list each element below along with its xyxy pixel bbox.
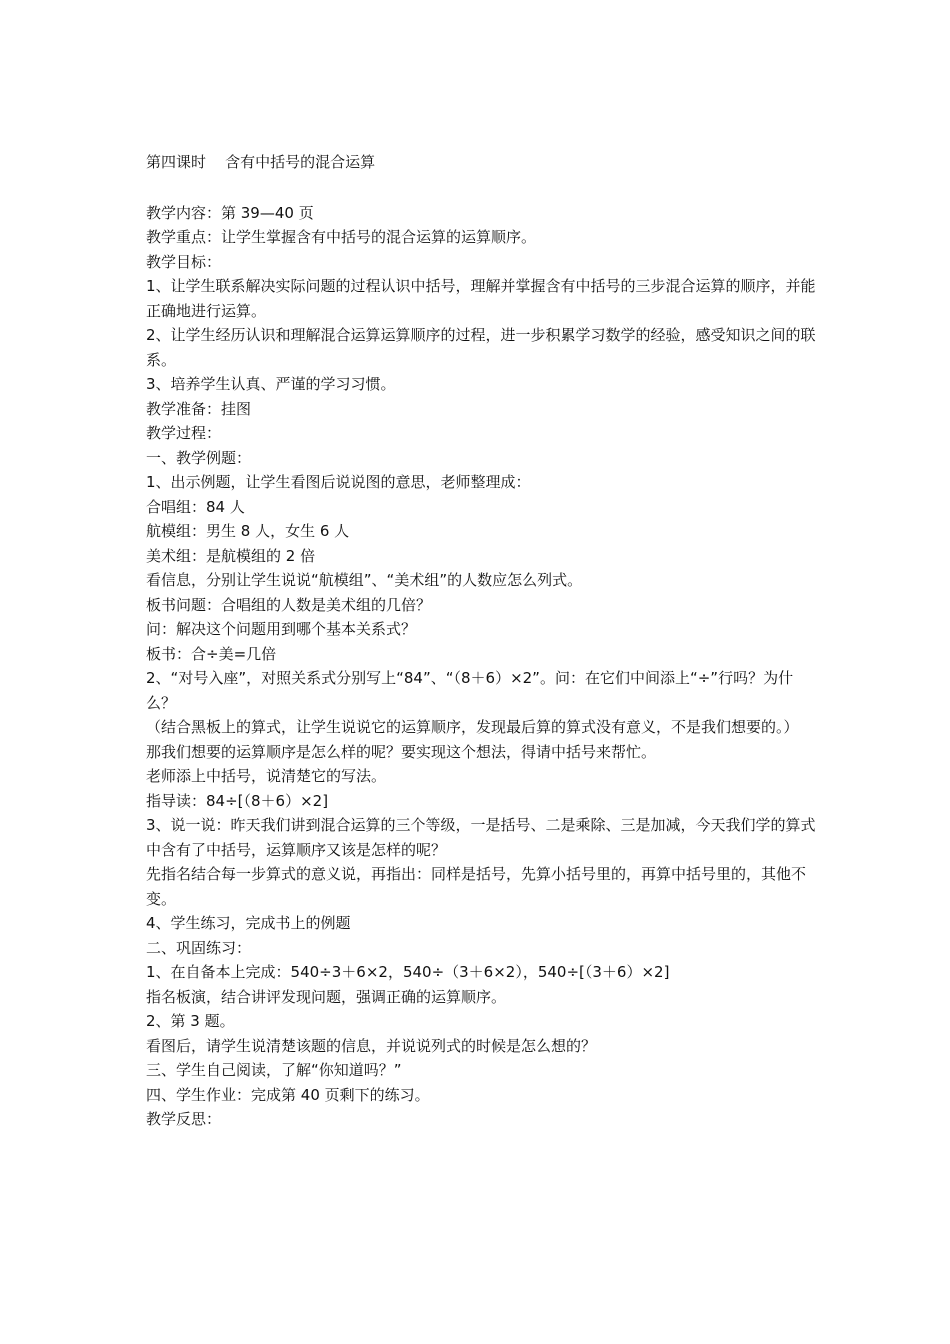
text-line: 一、教学例题： bbox=[146, 448, 252, 467]
text-line: 2、“对号入座”，对照关系式分别写上“84”、“（8＋6）×2”。问：在它们中间添上“÷”行吗？为什么？ bbox=[146, 669, 794, 712]
text-line: （结合黑板上的算式，让学生说说它的运算顺序，发现最后算的算式没有意义，不是我们想要的。） bbox=[146, 718, 799, 736]
text-line: 合唱组：84 人 bbox=[146, 497, 245, 516]
text-line: 1、出示例题，让学生看图后说说图的意思，老师整理成： bbox=[146, 473, 531, 491]
text-line: 4、学生练习，完成书上的例题 bbox=[146, 914, 351, 932]
text-line: 看图后，请学生说清楚该题的信息，并说说列式的时候是怎么想的？ bbox=[146, 1036, 597, 1055]
text-line: 问：解决这个问题用到哪个基本关系式？ bbox=[146, 620, 417, 638]
text-line: 先指名结合每一步算式的意义说，再指出：同样是括号，先算小括号里的，再算中括号里的，其他不变。 bbox=[146, 865, 807, 908]
text-line: 航模组：男生 8 人，女生 6 人 bbox=[146, 522, 350, 540]
text-line: 板书问题：合唱组的人数是美术组的几倍？ bbox=[146, 595, 432, 614]
document-lines bbox=[146, 201, 816, 1132]
text-line: 3、培养学生认真、严谨的学习习惯。 bbox=[146, 375, 396, 393]
text-line: 1、在自备本上完成：540÷3＋6×2，540÷（3＋6×2），540÷[（3＋6）×2] bbox=[146, 963, 670, 981]
text-line: 2、第 3 题。 bbox=[146, 1012, 235, 1030]
text-line: 四、学生作业：完成第 40 页剩下的练习。 bbox=[146, 1085, 430, 1104]
text-line: 老师添上中括号，说清楚它的写法。 bbox=[146, 767, 387, 785]
text-line: 三、学生自己阅读，了解“你知道吗？” bbox=[146, 1061, 402, 1079]
text-line: 看信息，分别让学生说说“航模组”、“美术组”的人数应怎么列式。 bbox=[146, 571, 583, 589]
text-line: 二、巩固练习： bbox=[146, 938, 252, 957]
text-line: 板书：合÷美=几倍 bbox=[146, 644, 277, 663]
text-line: 教学目标： bbox=[146, 252, 222, 271]
text-line: 美术组：是航模组的 2 倍 bbox=[146, 546, 316, 565]
text-line: 教学反思： bbox=[146, 1110, 222, 1128]
text-line: 3、说一说：昨天我们讲到混合运算的三个等级，一是括号、二是乘除、三是加减，今天我们学的算式中含有了中括号，运算顺序又该是怎样的呢？ bbox=[146, 816, 816, 859]
text-line: 教学过程： bbox=[146, 424, 222, 442]
text-line: 指导读：84÷[（8＋6）×2] bbox=[146, 791, 329, 810]
document-title: 第四课时 含有中括号的混合运算 bbox=[146, 153, 376, 171]
text-line: 那我们想要的运算顺序是怎么样的呢？要实现这个想法，得请中括号来帮忙。 bbox=[146, 742, 657, 761]
text-line: 教学准备：挂图 bbox=[146, 399, 252, 418]
text-line: 教学重点：让学生掌握含有中括号的混合运算的运算顺序。 bbox=[146, 228, 537, 246]
document-body bbox=[146, 150, 816, 1132]
text-line: 指名板演，结合讲评发现问题，强调正确的运算顺序。 bbox=[146, 987, 507, 1006]
text-line: 1、让学生联系解决实际问题的过程认识中括号，理解并掌握含有中括号的三步混合运算的顺序，并能正确地进行运算。 bbox=[146, 277, 816, 320]
text-line: 教学内容：第 39—40 页 bbox=[146, 203, 314, 222]
text-line: 2、让学生经历认识和理解混合运算运算顺序的过程，进一步积累学习数学的经验，感受知识之间的联系。 bbox=[146, 326, 816, 369]
